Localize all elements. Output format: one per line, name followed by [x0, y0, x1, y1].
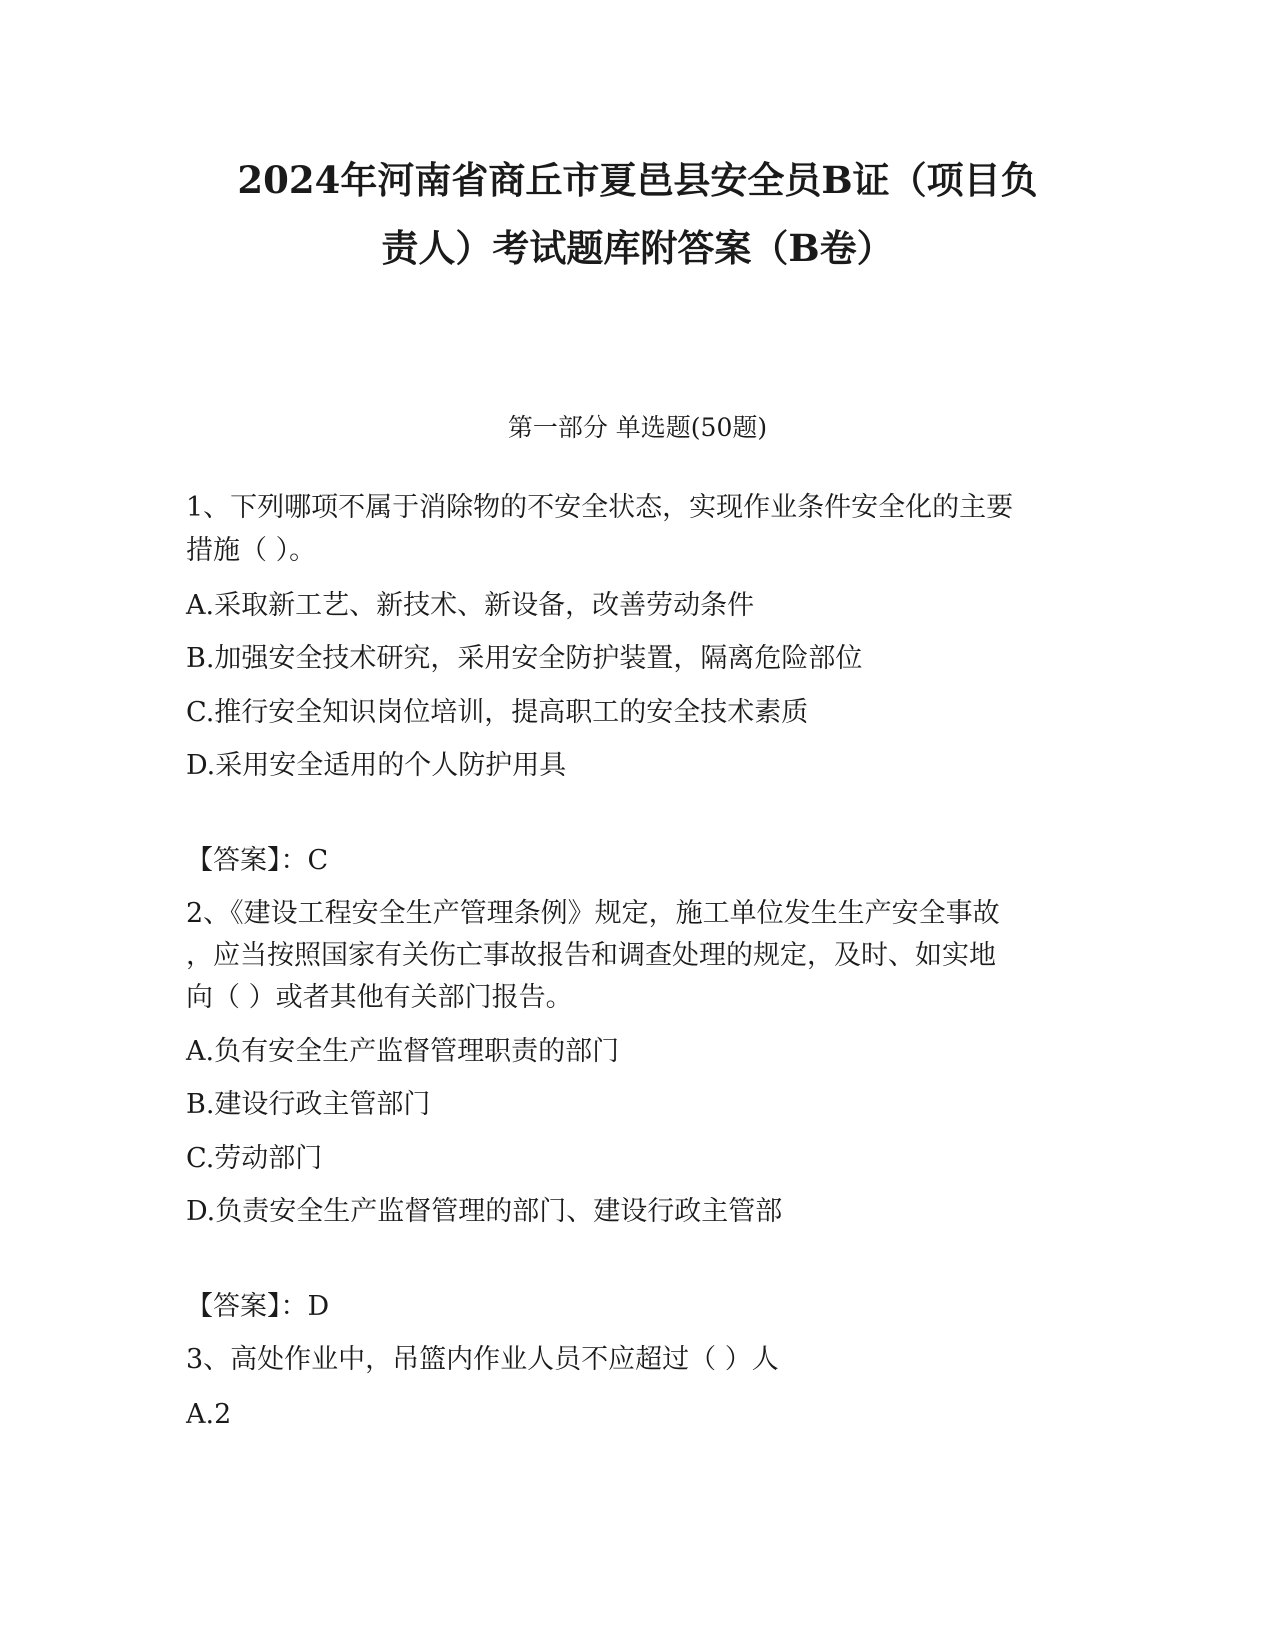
document-title	[150, 146, 1125, 282]
section-heading: 第一部分 单选题(50题)	[507, 413, 768, 442]
question-2-option-d: D.负责安全生产监督管理的部门、建设行政主管部	[186, 1196, 783, 1227]
question-2-stem-line-1: 2、《建设工程安全生产管理条例》规定，施工单位发生生产安全事故	[186, 898, 1000, 929]
question-2-stem-line-2: ，应当按照国家有关伤亡事故报告和调查处理的规定，及时、如实地	[186, 940, 996, 971]
question-2-stem-line-3: 向（ ）或者其他有关部门报告。	[186, 982, 573, 1013]
question-1-option-a: A.采取新工艺、新技术、新设备，改善劳动条件	[186, 590, 755, 621]
title-line-1: 2024年河南省商丘市夏邑县安全员B证（项目负	[237, 158, 1038, 202]
question-3-stem-line-1: 3、高处作业中，吊篮内作业人员不应超过（ ）人	[186, 1344, 779, 1375]
question-2-option-b: B.建设行政主管部门	[186, 1089, 431, 1120]
question-2-answer: 【答案】：D	[186, 1291, 330, 1322]
question-1-stem-line-2: 措施（ ）。	[186, 535, 317, 566]
question-1-stem-line-1: 1、下列哪项不属于消除物的不安全状态，实现作业条件安全化的主要	[186, 492, 1014, 523]
question-2-option-c: C.劳动部门	[186, 1143, 323, 1174]
title-line-2: 责人）考试题库附答案（B卷）	[381, 226, 894, 270]
question-2-option-a: A.负有安全生产监督管理职责的部门	[186, 1036, 620, 1067]
question-1-option-c: C.推行安全知识岗位培训，提高职工的安全技术素质	[186, 697, 809, 728]
question-1-answer: 【答案】：C	[186, 845, 329, 876]
question-1-option-b: B.加强安全技术研究，采用安全防护装置，隔离危险部位	[186, 643, 863, 674]
question-1-option-d: D.采用安全适用的个人防护用具	[186, 750, 567, 781]
question-3-option-a: A.2	[186, 1399, 232, 1430]
